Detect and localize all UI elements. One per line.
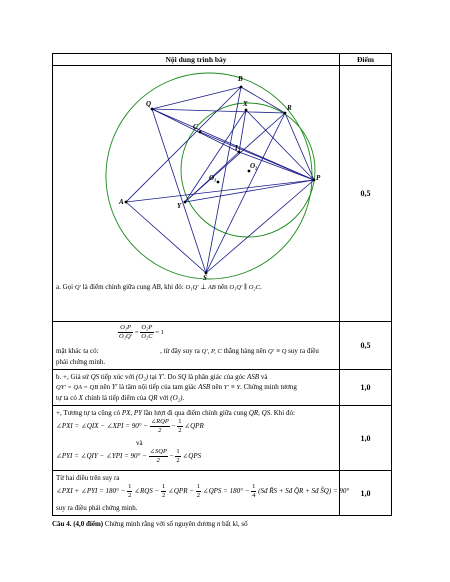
label-a: A [119,198,124,206]
row-conclusion: Từ hai điều trên suy ra ∠PXI + ∠PYI = 180° − $\frac{1}{2}$ ∠RQS − $\frac{1}{2}$ ∠QPR − $\frac{1}{2}$ ∠QPS = 180° − $\frac{1}{4}$ (Sđ R̂S + Sđ Q̂R + Sđ ŜQ) = 90° suy ra điều phải chứng minh. [53,471,340,516]
label-b: B [238,75,243,83]
label-p: P [316,174,321,182]
label-o2: O₂ [250,162,258,170]
score-row0: 0,5 [340,66,392,322]
score-row1: 0,5 [340,322,392,370]
label-q: Q [146,100,152,108]
figure-cell [53,66,340,322]
geometry-figure [53,66,339,281]
label-x: X [243,100,248,108]
question-tail: bất kì, số [222,520,248,528]
header-content: Nội dung trình bày [53,54,340,66]
part-a-text: a. Gọi Q′ là điểm chính giữa cung AB, khi đó: O₁Q′ ⊥ AB nên O₁Q′ ∥ O₂C. [56,283,262,291]
score-row2: 1,0 [340,370,392,406]
label-i: I [235,144,238,152]
solution-table [52,53,392,516]
label-r: R [287,104,292,112]
next-question [52,520,248,528]
small-circle [181,103,315,237]
label-s: S [203,274,207,281]
question-variable: n [216,520,221,528]
question-number: Câu 4. (4,0 điểm) [52,520,104,528]
row-part-a-continued: $\frac{\text{O₁P}}{\text{O₁Q′}}$ = $\frac{\text{O₂P}}{\text{O₂C}}$ = 1 mặt khác ta có: , từ đây suy ra Q′, P, C thẳng hàng nên Q′ ≡ Q suy ra điều phải chứng minh. [53,322,340,370]
row-part-b1: b. +, Giả sử QS tiếp xúc với (O₂) tại Y′. Do SQ là phân giác của góc ASB và QY′ = QA = QB nên Y′ là tâm nội tiếp của tam giác ASB nên Y′ ≡ Y. Chứng minh tương tự ta có X chính là tiếp điểm của QR với (O₂). [53,370,340,406]
label-y: Y [177,202,182,210]
label-c: C [193,123,198,131]
score-row4: 1,0 [340,471,392,516]
row-part-b2: +, Tương tự ta cũng có PX, PY lần lượt đi qua điểm chính giữa cung QR, QS. Khi đó: ∠PXI = ∠QIX − ∠XPI = 90° − $\frac{\text{∠RQP}}{2}$ − $\frac{1}{2}$ ∠QPR và ∠PYI = ∠QIY − ∠YPI = 90° − $\frac{\text{∠SQP}}{2}$ − $\frac{1}{2}$ ∠QPS [53,406,340,471]
geometry-svg [53,66,340,281]
label-o1: O₁ [209,174,217,182]
question-text: Chứng minh rằng với số nguyên dương [104,520,216,528]
header-score: Điểm [340,54,392,66]
score-row3: 1,0 [340,406,392,471]
